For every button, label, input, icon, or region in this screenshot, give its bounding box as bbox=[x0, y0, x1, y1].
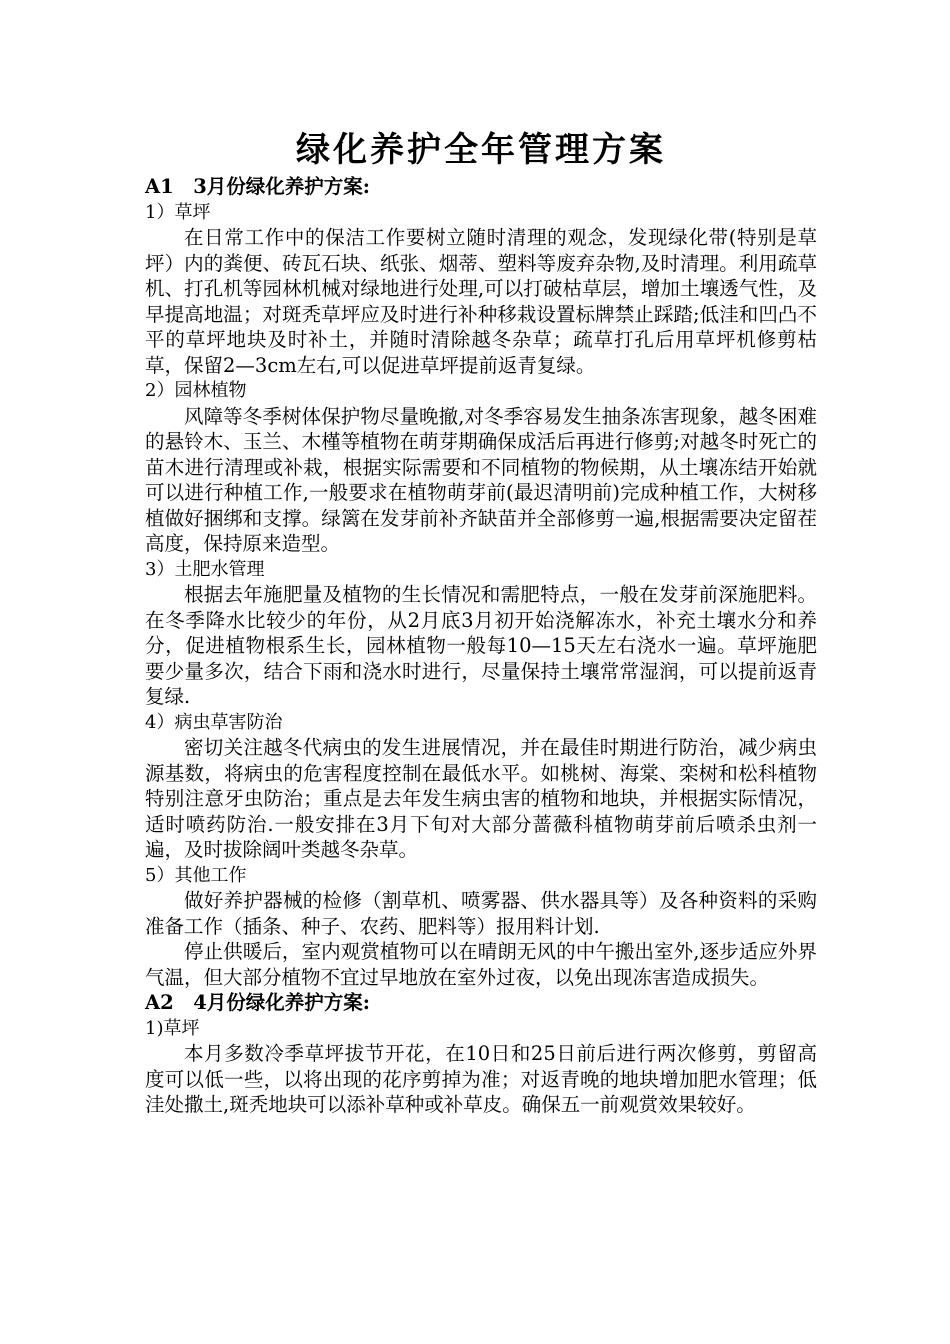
subsection-heading: 5）其他工作 bbox=[145, 864, 247, 886]
subsection-heading: 1）草坪 bbox=[145, 201, 211, 223]
body-paragraph: 停止供暖后，室内观赏植物可以在晴朗无风的中午搬出室外,逐步适应外界气温，但大部分植物不宜过早地放在室外过夜，以免出现冻害造成损失。 bbox=[145, 940, 817, 989]
body-paragraph: 在日常工作中的保洁工作要树立随时清理的观念，发现绿化带(特别是草坪）内的粪便、砖瓦石块、纸张、烟蒂、塑料等废弃杂物,及时清理。利用疏草机、打孔机等园林机械对绿地进行处理,可以打破枯草层，增加土壤透气性，及早提高地温；对斑秃草坪应及时进行补种移栽设置标牌禁止踩踏;低洼和凹凸不平的草坪地块及时补土，并随时清除越冬杂草；疏草打孔后用草坪机修剪枯草，保留2—3cm左右,可以促进草坪提前返青复绿。 bbox=[145, 226, 817, 377]
document-body bbox=[145, 174, 817, 1118]
section-heading: A2 4月份绿化养护方案: bbox=[145, 991, 370, 1014]
body-paragraph: 密切关注越冬代病虫的发生进展情况，并在最佳时期进行防治，减少病虫源基数，将病虫的危害程度控制在最低水平。如桃树、海棠、栾树和松科植物特别注意牙虫防治；重点是去年发生病虫害的植物和地块，并根据实际情况，适时喷药防治.一般安排在3月下旬对大部分蔷薇科植物萌芽前后喷杀虫剂一遍，及时拔除阔叶类越冬杂草。 bbox=[145, 736, 817, 861]
subsection-heading: 3）土肥水管理 bbox=[145, 558, 265, 580]
body-paragraph: 风障等冬季树体保护物尽量晚撤,对冬季容易发生抽条冻害现象，越冬困难的悬铃木、玉兰、木槿等植物在萌芽期确保成活后再进行修剪;对越冬时死亡的苗木进行清理或补栽，根据实际需要和不同植物的物候期，从土壤冻结开始就可以进行种植工作,一般要求在植物萌芽前(最迟清明前)完成种植工作，大树移植做好捆绑和支撑。绿篱在发芽前补齐缺苗并全部修剪一遍,根据需要决定留茬高度，保持原来造型。 bbox=[145, 404, 817, 555]
document-page bbox=[145, 128, 817, 1118]
body-paragraph: 做好养护器械的检修（割草机、喷雾器、供水器具等）及各种资料的采购准备工作（插条、种子、农药、肥料等）报用料计划. bbox=[145, 889, 817, 938]
section-heading: A1 3月份绿化养护方案: bbox=[145, 175, 370, 198]
subsection-heading: 1)草坪 bbox=[145, 1017, 200, 1039]
body-paragraph: 本月多数冷季草坪拔节开花，在10日和25日前后进行两次修剪，剪留高度可以低一些，以将出现的花序剪掉为准；对返青晚的地块增加肥水管理；低洼处撒土,斑秃地块可以添补草种或补草皮。确保五一前观赏效果较好。 bbox=[145, 1042, 817, 1116]
subsection-heading: 4）病虫草害防治 bbox=[145, 711, 283, 733]
subsection-heading: 2）园林植物 bbox=[145, 380, 247, 401]
body-paragraph: 根据去年施肥量及植物的生长情况和需肥特点，一般在发芽前深施肥料。在冬季降水比较少的年份，从2月底3月初开始浇解冻水，补充土壤水分和养分，促进植物根系生长，园林植物一般每10—15天左右浇水一遍。草坪施肥要少量多次，结合下雨和浇水时进行，尽量保持土壤常常湿润，可以提前返青复绿. bbox=[145, 583, 817, 708]
document-title: 绿化养护全年管理方案 bbox=[296, 130, 666, 170]
